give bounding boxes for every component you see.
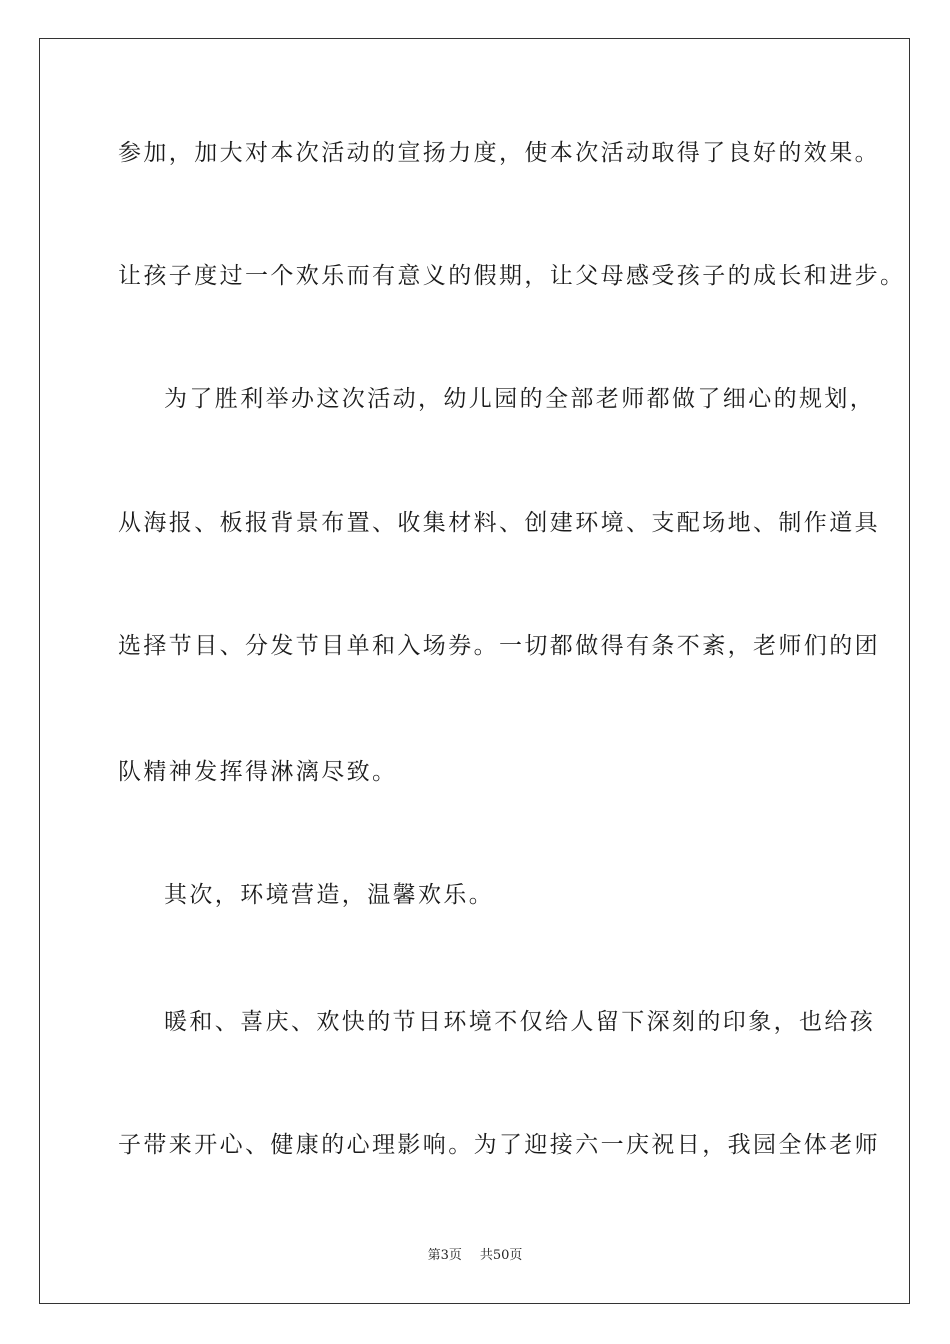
page-number: 第3页 — [427, 1248, 462, 1263]
text-line-2: 让孩子度过一个欢乐而有意义的假期，让父母感受孩子的成长和进步。 — [118, 263, 906, 289]
text-line-5: 选择节目、分发节目单和入场券。一切都做得有条不紊，老师们的团 — [118, 633, 880, 659]
total-pages: 共50页 — [479, 1248, 523, 1263]
text-line-7: 其次，环境营造，温馨欢乐。 — [164, 882, 495, 908]
text-line-4: 从海报、板报背景布置、收集材料、创建环境、支配场地、制作道具 — [118, 510, 880, 536]
text-line-3: 为了胜利举办这次活动，幼儿园的全部老师都做了细心的规划， — [164, 386, 876, 412]
text-line-9: 子带来开心、健康的心理影响。为了迎接六一庆祝日，我园全体老师 — [118, 1132, 880, 1158]
text-line-1: 参加，加大对本次活动的宣扬力度，使本次活动取得了良好的效果。 — [118, 140, 880, 166]
text-line-6: 队精神发挥得淋漓尽致。 — [118, 759, 398, 785]
page-border — [39, 38, 910, 1304]
page-footer — [0, 1247, 950, 1265]
text-line-8: 暖和、喜庆、欢快的节日环境不仅给人留下深刻的印象，也给孩 — [164, 1009, 876, 1035]
